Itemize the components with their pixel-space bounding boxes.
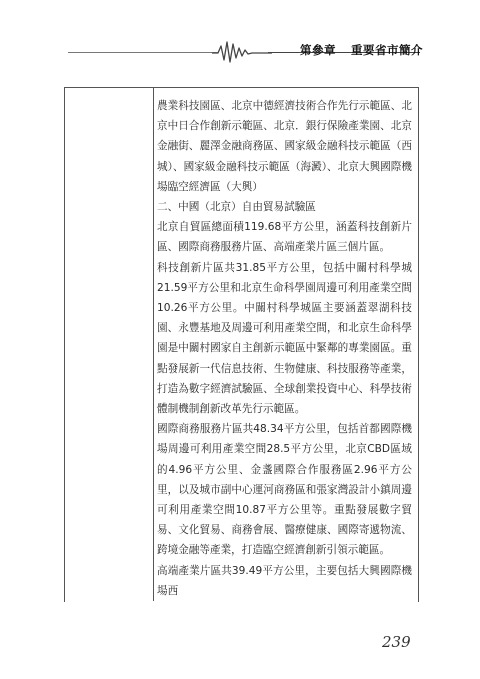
paragraph-ftz-area: 北京自貿區總面積119.68平方公里，涵蓋科技創新片區、國際商務服務片區、高端產業片區三個片區。	[157, 221, 412, 254]
chapter-heading	[300, 42, 423, 58]
table-column-divider	[153, 87, 154, 601]
page-number: 239	[382, 633, 411, 651]
header-rule-left	[68, 52, 218, 53]
paragraph-tech-zone: 科技創新片區共31.85平方公里，包括中關村科學城21.59平方公里和北京生命科學園周邊可利用產業空間10.26平方公里。中關村科學城區主要涵蓋翠湖科技園、永豐基地及周邊可利用產業空間，和北京生命科學園是中關村國家自主創新示範區中緊鄰的專業園區。重點發展新一代信息技術、生物健康、科技服務等產業，打造為數字經濟試驗區、全球創業投資中心、科學技術體制機制創新改革先行示範區。	[157, 261, 412, 416]
section-heading: 二、中國（北京）自由貿易試驗區	[157, 201, 316, 214]
chapter-title-text: 重要省市簡介	[351, 43, 424, 57]
paragraph-zones-list: 農業科技園區、北京中德經濟技術合作先行示範區、北京中日合作創新示範區、北京．銀行保險產業園、北京金融街、麗澤金融商務區、國家級金融科技示範區（西城）、國家級金融科技示範區（海澱）、北京大興國際機場臨空經濟區（大興）	[157, 100, 412, 193]
paragraph-industry-zone: 高端產業片區共39.49平方公里，主要包括大興國際機場西	[157, 564, 412, 597]
paragraph-business-zone: 國際商務服務片區共48.34平方公里，包括首都國際機場周邊可利用產業空間28.5平方公里，北京CBD區域的4.96平方公里、金盞國際合作服務區2.96平方公里，以及城市副中心運河商務區和張家灣設計小鎮周邊可利用產業空間10.87平方公里等。重點發展數字貿易、文化貿易、商務會展、醫療健康、國際寄遞物流、跨境金融等產業，打造臨空經濟創新引領示範區。	[157, 423, 412, 557]
body-text	[157, 96, 412, 601]
chapter-label: 第參章	[300, 43, 336, 57]
page-header	[0, 0, 480, 70]
heartbeat-wave-icon	[212, 38, 272, 64]
